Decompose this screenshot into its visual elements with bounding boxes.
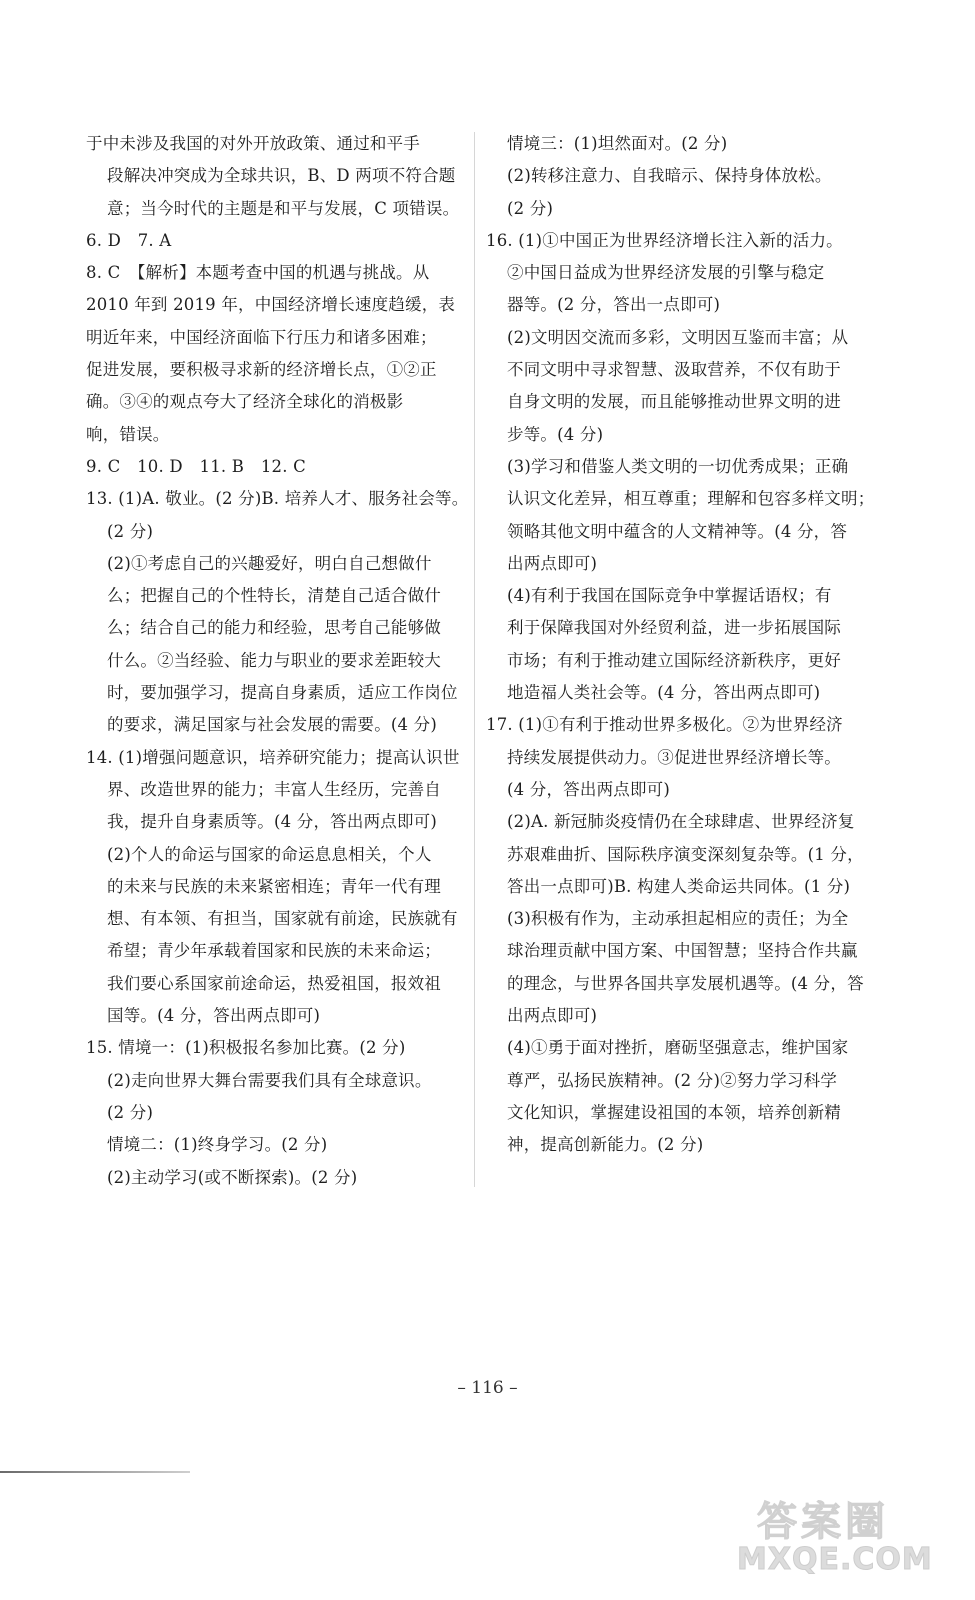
text-line: 8. C 【解析】本题考查中国的机遇与挑战。从 — [86, 263, 430, 283]
text-line: 市场；有利于推动建立国际经济新秩序，更好 — [507, 650, 841, 670]
watermark-top-text: 答案圈 — [757, 1499, 889, 1545]
text-line: 6. D 7. A — [86, 230, 172, 250]
text-line: 出两点即可) — [507, 1006, 598, 1026]
text-line: (2)①考虑自己的兴趣爱好，明白自己想做什 — [107, 553, 432, 573]
text-line: (4)有利于我国在国际竞争中掌握话语权；有 — [507, 586, 832, 606]
text-line: 段解决冲突成为全球共识，B、D 两项不符合题 — [107, 166, 456, 186]
text-line: (2 分) — [507, 198, 554, 218]
column-divider — [474, 132, 475, 1187]
text-line: 15. 情境一：(1)积极报名参加比赛。(2 分) — [86, 1038, 406, 1058]
text-line: 领略其他文明中蕴含的人文精神等。(4 分，答 — [507, 521, 848, 541]
text-line: 13. (1)A. 敬业。(2 分)B. 培养人才、服务社会等。 — [86, 489, 469, 509]
text-line: (2)文明因交流而多彩，文明因互鉴而丰富；从 — [507, 327, 849, 347]
text-line: (2)转移注意力、自我暗示、保持身体放松。 — [507, 166, 832, 186]
page-number: – 116 – — [457, 1378, 518, 1398]
text-line: 2010 年到 2019 年，中国经济增长速度趋缓，表 — [86, 295, 456, 315]
text-line: 地造福人类社会等。(4 分，答出两点即可) — [507, 683, 821, 703]
text-line: 出两点即可) — [507, 553, 598, 573]
text-line: 么；结合自己的能力和经验，思考自己能够做 — [107, 618, 441, 638]
text-line: 我们要心系国家前途命运，热爱祖国，报效祖 — [107, 973, 441, 993]
text-line: 持续发展提供动力。③促进世界经济增长等。 — [507, 747, 841, 767]
text-line: 促进发展，要积极寻求新的经济增长点，①②正 — [86, 360, 437, 380]
text-line: 自身文明的发展，而且能够推动世界文明的进 — [507, 392, 841, 412]
text-line: 想、有本领、有担当，国家就有前途，民族就有 — [107, 909, 458, 929]
right-column — [486, 128, 875, 1162]
bottom-rule — [0, 1471, 190, 1473]
text-line: 器等。(2 分，答出一点即可) — [507, 295, 721, 315]
text-line: (3)学习和借鉴人类文明的一切优秀成果；正确 — [507, 456, 849, 476]
text-line: 文化知识，掌握建设祖国的本领，培养创新精 — [507, 1102, 841, 1122]
text-line: 意；当今时代的主题是和平与发展，C 项错误。 — [107, 198, 460, 218]
text-line: 的未来与民族的未来紧密相连；青年一代有理 — [107, 876, 441, 896]
text-line: ②中国日益成为世界经济发展的引擎与稳定 — [507, 263, 825, 283]
left-column — [86, 128, 469, 1194]
text-line: 的要求，满足国家与社会发展的需要。(4 分) — [107, 715, 438, 735]
text-line: (2)走向世界大舞台需要我们具有全球意识。 — [107, 1070, 432, 1090]
text-line: 界、改造世界的能力；丰富人生经历，完善自 — [107, 779, 441, 799]
text-line: 球治理贡献中国方案、中国智慧；坚持合作共赢 — [507, 941, 858, 961]
text-line: 认识文化差异，相互尊重；理解和包容多样文明； — [507, 489, 875, 509]
text-line: (3)积极有作为，主动承担起相应的责任；为全 — [507, 909, 849, 929]
text-line: 什么。②当经验、能力与职业的要求差距较大 — [107, 650, 441, 670]
text-line: 确。③④的观点夸大了经济全球化的消极影 — [86, 392, 404, 412]
text-line: (2)A. 新冠肺炎疫情仍在全球肆虐、世界经济复 — [507, 812, 855, 832]
text-line: 17. (1)①有利于推动世界多极化。②为世界经济 — [486, 715, 843, 735]
text-line: 么；把握自己的个性特长，清楚自己适合做什 — [107, 586, 441, 606]
text-line: (4)①勇于面对挫折，磨砺坚强意志，维护国家 — [507, 1038, 849, 1058]
text-line: 14. (1)增强问题意识，培养研究能力；提高认识世 — [86, 747, 460, 767]
text-line: (2)主动学习(或不断探索)。(2 分) — [107, 1167, 358, 1187]
text-line: 响，错误。 — [86, 424, 170, 444]
text-line: 16. (1)①中国正为世界经济增长注入新的活力。 — [486, 230, 843, 250]
text-line: 于中未涉及我国的对外开放政策、通过和平手 — [86, 134, 420, 153]
text-line: 国等。(4 分，答出两点即可) — [107, 1006, 321, 1026]
text-line: 时，要加强学习，提高自身素质，适应工作岗位 — [107, 683, 458, 703]
text-line: 尊严，弘扬民族精神。(2 分)②努力学习科学 — [507, 1070, 838, 1090]
text-line: 苏艰难曲折、国际秩序演变深刻复杂等。(1 分， — [507, 844, 864, 864]
text-line: (4 分，答出两点即可) — [507, 779, 671, 799]
text-line: 利于保障我国对外经贸利益，进一步拓展国际 — [507, 618, 841, 638]
text-line: 的理念，与世界各国共享发展机遇等。(4 分，答 — [507, 973, 864, 993]
text-line: 明近年来，中国经济面临下行压力和诸多困难； — [86, 327, 437, 347]
text-line: (2 分) — [107, 521, 154, 541]
watermark-bottom-text: MXQE.COM — [737, 1542, 933, 1577]
text-line: 神，提高创新能力。(2 分) — [507, 1135, 704, 1155]
text-line: 情境三：(1)坦然面对。(2 分) — [507, 134, 728, 153]
text-line: 希望；青少年承载着国家和民族的未来命运； — [107, 941, 441, 961]
text-line: 9. C 10. D 11. B 12. C — [86, 456, 306, 476]
text-line: 情境二：(1)终身学习。(2 分) — [107, 1135, 328, 1155]
text-line: 步等。(4 分) — [507, 424, 604, 444]
text-line: (2 分) — [107, 1102, 154, 1122]
text-line: 不同文明中寻求智慧、汲取营养，不仅有助于 — [507, 360, 841, 380]
text-line: (2)个人的命运与国家的命运息息相关，个人 — [107, 844, 432, 864]
watermark-logo — [737, 1490, 947, 1582]
text-line: 我，提升自身素质等。(4 分，答出两点即可) — [107, 812, 438, 832]
text-line: 答出一点即可)B. 构建人类命运共同体。(1 分) — [507, 876, 851, 896]
